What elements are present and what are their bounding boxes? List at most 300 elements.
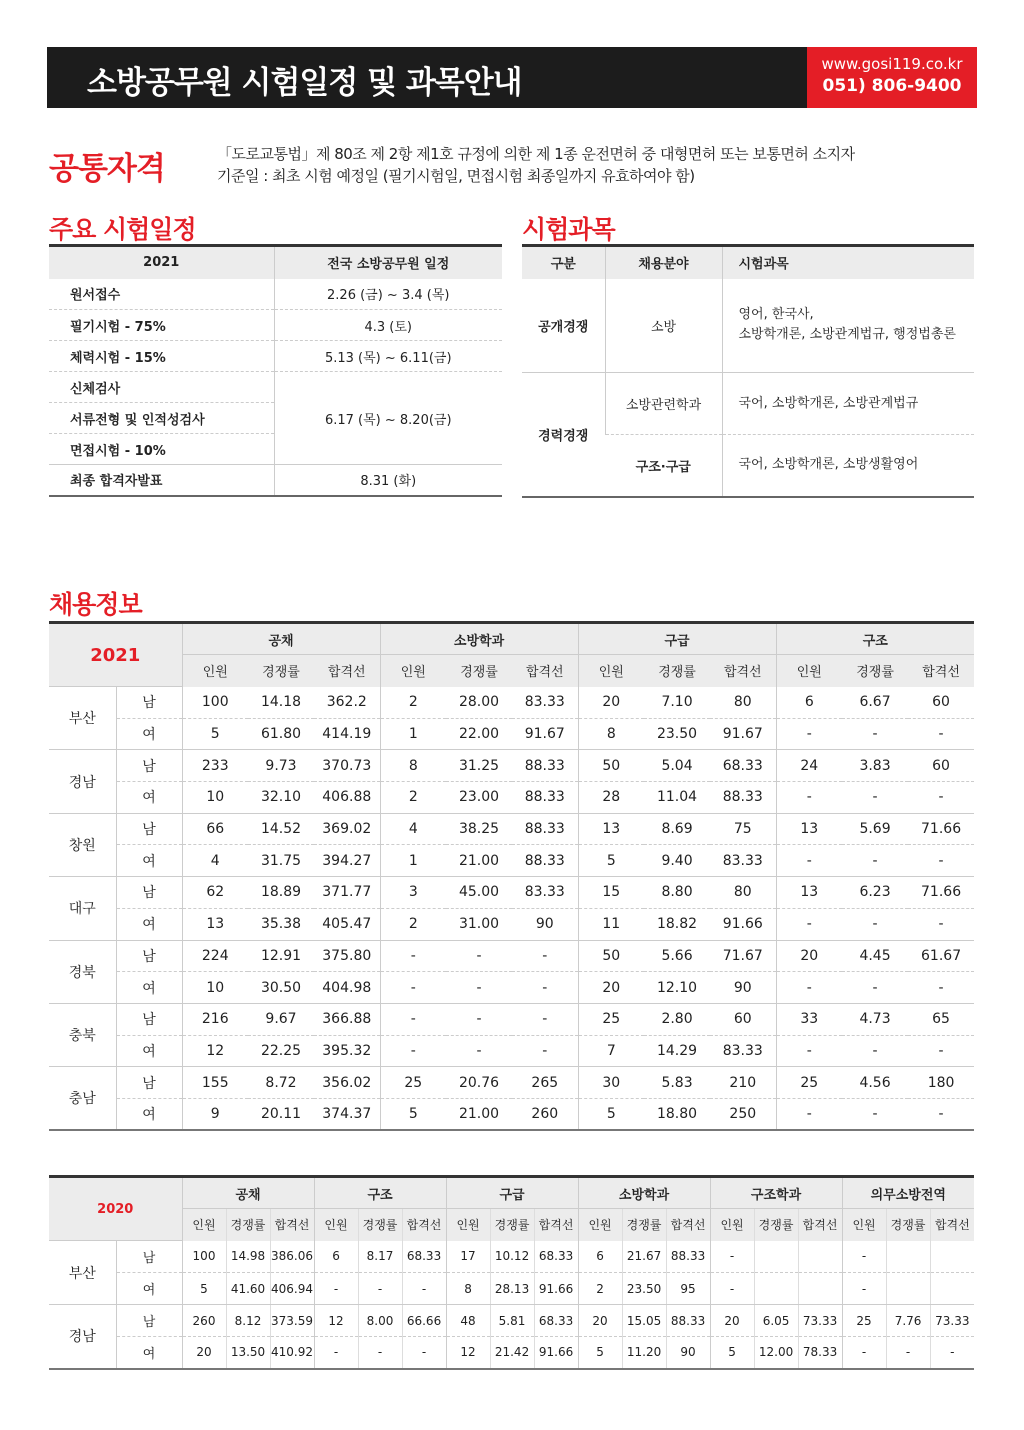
table-cell: 90 <box>666 1337 710 1369</box>
schedule-label: 체력시험 - 15% <box>49 341 274 372</box>
table-cell: 6 <box>776 687 842 719</box>
table-cell: 4.56 <box>842 1067 908 1099</box>
table-cell: 100 <box>182 687 248 719</box>
sex-label: 여 <box>116 1337 182 1369</box>
sub-header: 경쟁률 <box>490 1209 534 1241</box>
table-cell: 88.33 <box>710 782 776 814</box>
table-cell: 5.69 <box>842 813 908 845</box>
group-header: 공채 <box>182 1177 314 1209</box>
table-cell: 5 <box>380 1098 446 1130</box>
subjects-line: 영어, 한국사, <box>738 307 814 323</box>
table-cell: 5 <box>578 845 644 877</box>
table-cell: 68.33 <box>534 1241 578 1273</box>
sub-header: 경쟁률 <box>754 1209 798 1241</box>
table-cell: 48 <box>446 1305 490 1337</box>
table-cell: 5 <box>182 1273 226 1305</box>
table-cell: 5 <box>578 1098 644 1130</box>
subjects-field: 소방 <box>605 279 722 373</box>
phone-number: 051) 806-9400 <box>822 76 962 96</box>
schedule-header-national: 전국 소방공무원 일정 <box>274 246 502 279</box>
table-row <box>49 1035 974 1067</box>
qualification-line-2: 기준일 : 최초 시험 예정일 (필기시험일, 면접시험 최종일까지 유효하여야 함) <box>217 167 695 185</box>
table-cell: 8.12 <box>226 1305 270 1337</box>
table-cell: 13 <box>776 877 842 909</box>
table-cell: 375.80 <box>314 940 380 972</box>
table-cell: 66 <box>182 813 248 845</box>
sub-header: 합격선 <box>666 1209 710 1241</box>
table-cell: 78.33 <box>798 1337 842 1369</box>
table-cell: - <box>380 1003 446 1035</box>
table-cell: 406.94 <box>270 1273 314 1305</box>
table-cell: 11.04 <box>644 782 710 814</box>
table-cell: 414.19 <box>314 718 380 750</box>
table-cell: 31.25 <box>446 750 512 782</box>
table-row <box>49 1067 974 1099</box>
table-cell: - <box>380 972 446 1004</box>
table-cell: 10 <box>182 782 248 814</box>
table-cell: - <box>842 845 908 877</box>
common-qualification-text <box>217 143 855 187</box>
sub-header: 합격선 <box>930 1209 974 1241</box>
table-cell: 71.67 <box>710 940 776 972</box>
table-cell: 22.00 <box>446 718 512 750</box>
table-cell: 410.92 <box>270 1337 314 1369</box>
table-cell: 32.10 <box>248 782 314 814</box>
table-cell: 13 <box>776 813 842 845</box>
table-cell: 224 <box>182 940 248 972</box>
table-cell: 18.89 <box>248 877 314 909</box>
table-row <box>49 1003 974 1035</box>
sub-header: 합격선 <box>402 1209 446 1241</box>
sub-header: 경쟁률 <box>446 655 512 687</box>
table-cell: 30.50 <box>248 972 314 1004</box>
table-cell: - <box>380 940 446 972</box>
table-cell: 5 <box>710 1337 754 1369</box>
table-cell: 13 <box>578 813 644 845</box>
table-cell: 83.33 <box>710 1035 776 1067</box>
table-cell: 65 <box>908 1003 974 1035</box>
table-cell: 68.33 <box>402 1241 446 1273</box>
subjects-category: 공개경쟁 <box>522 279 605 373</box>
table-cell: 91.66 <box>534 1337 578 1369</box>
table-cell: 31.00 <box>446 908 512 940</box>
table-cell: 28.13 <box>490 1273 534 1305</box>
table-cell: 21.42 <box>490 1337 534 1369</box>
table-cell: 10 <box>182 972 248 1004</box>
table-cell: 2 <box>380 687 446 719</box>
table-cell: - <box>842 782 908 814</box>
table-cell: 2 <box>578 1273 622 1305</box>
region-label: 부산 <box>49 1241 116 1305</box>
table-cell: 5 <box>182 718 248 750</box>
table-cell: 2.80 <box>644 1003 710 1035</box>
table-cell: 91.66 <box>534 1273 578 1305</box>
sub-header: 합격선 <box>710 655 776 687</box>
table-cell: 50 <box>578 940 644 972</box>
subjects-header-category: 구분 <box>522 246 605 279</box>
table-cell <box>886 1241 930 1273</box>
table-cell: - <box>908 782 974 814</box>
table-cell: 9 <box>182 1098 248 1130</box>
subjects-row <box>522 373 974 435</box>
table-cell: 21.00 <box>458 1106 500 1123</box>
year-label: 2021 <box>49 623 182 687</box>
region-label: 대구 <box>49 877 116 940</box>
table-cell: 260 <box>531 1106 559 1123</box>
table-cell: 22.25 <box>248 1035 314 1067</box>
table-cell: - <box>776 718 842 750</box>
table-cell: 366.88 <box>314 1003 380 1035</box>
region-label: 부산 <box>49 687 116 750</box>
table-cell: - <box>872 1106 878 1123</box>
table-row <box>49 908 974 940</box>
year-label: 2020 <box>49 1177 182 1241</box>
table-row <box>49 782 974 814</box>
sub-header: 인원 <box>776 655 842 687</box>
table-cell: - <box>842 972 908 1004</box>
table-cell: 21.67 <box>622 1241 666 1273</box>
sex-label: 남 <box>116 1003 182 1035</box>
table-cell: 4.45 <box>842 940 908 972</box>
table-cell: 5.81 <box>490 1305 534 1337</box>
table-cell: - <box>446 1003 512 1035</box>
table-cell: 8.00 <box>358 1305 402 1337</box>
table-cell: 18.82 <box>644 908 710 940</box>
table-cell: - <box>402 1337 446 1369</box>
table-row <box>49 1337 974 1369</box>
table-cell: 35.38 <box>248 908 314 940</box>
table-cell: 6 <box>314 1241 358 1273</box>
schedule-label: 신체검사 <box>49 372 274 403</box>
schedule-row <box>49 465 502 496</box>
table-cell: - <box>446 1035 512 1067</box>
table-cell: 14.98 <box>226 1241 270 1273</box>
table-cell: - <box>512 1003 578 1035</box>
table-cell: 260 <box>182 1305 226 1337</box>
table-cell: 8 <box>446 1273 490 1305</box>
table-cell: - <box>930 1337 974 1369</box>
table-cell: 3 <box>380 877 446 909</box>
table-cell: 25 <box>380 1067 446 1099</box>
table-cell: 265 <box>512 1067 578 1099</box>
table-cell: 88.33 <box>666 1241 710 1273</box>
group-header: 소방학과 <box>578 1177 710 1209</box>
table-cell <box>754 1273 798 1305</box>
table-cell: 12.00 <box>754 1337 798 1369</box>
sex-label: 남 <box>116 877 182 909</box>
schedule-value: 5.13 (목) ~ 6.11(금) <box>274 341 502 372</box>
table-cell: 155 <box>182 1067 248 1099</box>
table-cell: 61.80 <box>248 718 314 750</box>
table-cell: 91.66 <box>710 908 776 940</box>
table-cell: 20 <box>578 1305 622 1337</box>
sex-label: 여 <box>116 908 182 940</box>
table-cell: - <box>446 972 512 1004</box>
table-cell: 394.27 <box>314 845 380 877</box>
sex-label: 남 <box>116 1241 182 1273</box>
table-cell: 9.67 <box>248 1003 314 1035</box>
table-cell: 23.50 <box>622 1273 666 1305</box>
schedule-section-title: 주요 시험일정 <box>49 215 196 244</box>
group-header: 구급 <box>446 1177 578 1209</box>
table-cell: - <box>776 972 842 1004</box>
sub-header: 인원 <box>314 1209 358 1241</box>
table-cell: 14.18 <box>248 687 314 719</box>
table-cell: 12.10 <box>644 972 710 1004</box>
table-cell: 8.69 <box>644 813 710 845</box>
subjects-list: 국어, 소방학개론, 소방관계법규 <box>722 373 974 435</box>
table-cell: - <box>842 908 908 940</box>
table-cell: - <box>358 1273 402 1305</box>
table-cell: 90 <box>512 908 578 940</box>
sex-label: 여 <box>116 782 182 814</box>
subjects-section-title: 시험과목 <box>522 215 615 244</box>
table-cell: 13.50 <box>226 1337 270 1369</box>
schedule-row <box>49 372 502 403</box>
table-cell: 20 <box>710 1305 754 1337</box>
schedule-value: 4.3 (토) <box>274 310 502 341</box>
table-cell: 13 <box>182 908 248 940</box>
subjects-category: 경력경쟁 <box>538 428 589 444</box>
table-cell: 83.33 <box>512 687 578 719</box>
table-cell: 404.98 <box>314 972 380 1004</box>
schedule-row <box>49 310 502 341</box>
table-cell: 5.04 <box>644 750 710 782</box>
table-cell: - <box>938 1106 944 1123</box>
region-label: 충북 <box>49 1003 116 1066</box>
table-row <box>49 845 974 877</box>
table-cell: - <box>908 718 974 750</box>
table-row <box>49 687 974 719</box>
sub-header: 인원 <box>578 1209 622 1241</box>
table-cell: 31.75 <box>248 845 314 877</box>
table-cell: 1 <box>380 718 446 750</box>
table-cell: 6 <box>578 1241 622 1273</box>
table-cell: - <box>842 718 908 750</box>
schedule-value: 8.31 (화) <box>274 465 502 496</box>
table-row <box>49 813 974 845</box>
group-header: 공채 <box>182 623 380 655</box>
qualification-line-1: 「도로교통법」제 80조 제 2항 제1호 규정에 의한 제 1종 운전면허 중 대형면허 또는 보통면허 소지자 <box>217 145 855 163</box>
table-cell: - <box>358 1337 402 1369</box>
table-cell: 233 <box>182 750 248 782</box>
schedule-row <box>49 279 502 310</box>
table-cell: 28 <box>578 782 644 814</box>
table-cell: 11 <box>578 908 644 940</box>
table-cell: 17 <box>446 1241 490 1273</box>
subjects-field: 구조·구급 <box>635 459 691 475</box>
region-label: 창원 <box>49 813 116 876</box>
table-cell: 2 <box>380 782 446 814</box>
table-cell: 30 <box>578 1067 644 1099</box>
table-cell: - <box>776 1035 842 1067</box>
subjects-list: 국어, 소방학개론, 소방생활영어 <box>722 435 974 497</box>
table-cell: 4.73 <box>842 1003 908 1035</box>
table-cell: 356.02 <box>314 1067 380 1099</box>
table-cell: 20 <box>776 940 842 972</box>
table-cell: 100 <box>182 1241 226 1273</box>
table-cell: 88.33 <box>512 845 578 877</box>
table-cell <box>886 1273 930 1305</box>
table-row <box>49 940 974 972</box>
table-cell <box>798 1241 842 1273</box>
group-header: 구급 <box>578 623 776 655</box>
table-cell: 6.67 <box>842 687 908 719</box>
schedule-header-year: 2021 <box>49 246 274 279</box>
table-cell: 369.02 <box>314 813 380 845</box>
table-cell: 8.72 <box>248 1067 314 1099</box>
group-header: 구조 <box>776 623 974 655</box>
table-cell: 80 <box>710 877 776 909</box>
table-cell: 20 <box>578 687 644 719</box>
schedule-label: 최종 합격자발표 <box>49 465 274 496</box>
subjects-field: 소방관련학과 <box>605 373 722 435</box>
sub-header: 인원 <box>446 1209 490 1241</box>
sub-header: 인원 <box>182 1209 226 1241</box>
schedule-label: 원서접수 <box>49 279 274 310</box>
table-cell: - <box>380 1035 446 1067</box>
table-cell: 12.91 <box>248 940 314 972</box>
table-cell: 25 <box>578 1003 644 1035</box>
sub-header: 합격선 <box>908 655 974 687</box>
table-cell: 3.83 <box>842 750 908 782</box>
table-cell: 23.50 <box>644 718 710 750</box>
sub-header: 경쟁률 <box>842 655 908 687</box>
table-cell: - <box>776 908 842 940</box>
recruit-table-2020 <box>49 1175 974 1370</box>
table-cell: 18.80 <box>656 1106 698 1123</box>
common-qualification-title: 공통자격 <box>49 151 165 187</box>
schedule-value: 6.17 (목) ~ 8.20(금) <box>324 412 452 428</box>
header-banner <box>47 47 977 108</box>
table-cell: 8.17 <box>358 1241 402 1273</box>
table-cell: 210 <box>710 1067 776 1099</box>
region-label: 충남 <box>49 1067 116 1130</box>
table-cell: 362.2 <box>314 687 380 719</box>
region-label: 경남 <box>49 1305 116 1369</box>
table-cell: 405.47 <box>314 908 380 940</box>
table-cell: 83.33 <box>710 845 776 877</box>
table-cell: 6.23 <box>842 877 908 909</box>
table-cell: 9.73 <box>248 750 314 782</box>
table-cell: 24 <box>776 750 842 782</box>
table-cell: 20 <box>182 1337 226 1369</box>
table-cell: 406.88 <box>314 782 380 814</box>
sub-header: 인원 <box>578 655 644 687</box>
table-cell: 45.00 <box>446 877 512 909</box>
sub-header: 인원 <box>710 1209 754 1241</box>
table-cell: 80 <box>710 687 776 719</box>
table-cell: 15 <box>578 877 644 909</box>
table-cell: 60 <box>908 687 974 719</box>
table-cell: - <box>842 1273 886 1305</box>
table-cell: 50 <box>578 750 644 782</box>
table-cell: - <box>886 1337 930 1369</box>
table-cell: 4 <box>380 813 446 845</box>
table-cell: 216 <box>182 1003 248 1035</box>
table-cell <box>930 1241 974 1273</box>
sub-header: 인원 <box>182 655 248 687</box>
table-cell: 8.80 <box>644 877 710 909</box>
sex-label: 남 <box>116 1067 182 1099</box>
table-row <box>49 877 974 909</box>
table-cell: 62 <box>182 877 248 909</box>
subjects-table <box>522 244 974 498</box>
table-cell: 373.59 <box>270 1305 314 1337</box>
table-cell: 25 <box>776 1067 842 1099</box>
sex-label: 여 <box>116 1035 182 1067</box>
table-cell: 14.52 <box>248 813 314 845</box>
table-cell: 68.33 <box>534 1305 578 1337</box>
table-cell: 61.67 <box>908 940 974 972</box>
table-cell: 1 <box>380 845 446 877</box>
website-url[interactable]: www.gosi119.co.kr <box>821 55 963 73</box>
table-cell: 12 <box>314 1305 358 1337</box>
table-cell: 38.25 <box>446 813 512 845</box>
table-cell: 73.33 <box>930 1305 974 1337</box>
table-cell: 370.73 <box>314 750 380 782</box>
table-cell: 180 <box>908 1067 974 1099</box>
subjects-header-subjects: 시험과목 <box>722 246 974 279</box>
table-row <box>49 1098 974 1130</box>
table-cell: 7.10 <box>644 687 710 719</box>
table-cell: 25 <box>842 1305 886 1337</box>
table-cell: 14.29 <box>644 1035 710 1067</box>
sex-label: 여 <box>116 845 182 877</box>
table-row <box>49 1305 974 1337</box>
table-cell: 71.66 <box>908 877 974 909</box>
sub-header: 경쟁률 <box>886 1209 930 1241</box>
table-cell <box>930 1273 974 1305</box>
sex-label: 남 <box>116 687 182 719</box>
table-row <box>49 972 974 1004</box>
sub-header: 인원 <box>380 655 446 687</box>
table-cell: 15.05 <box>622 1305 666 1337</box>
table-cell: 5.66 <box>644 940 710 972</box>
sub-header: 합격선 <box>534 1209 578 1241</box>
table-cell: 88.33 <box>512 813 578 845</box>
table-cell: - <box>842 1241 886 1273</box>
sex-label: 남 <box>116 750 182 782</box>
sub-header: 경쟁률 <box>622 1209 666 1241</box>
group-header: 의무소방전역 <box>842 1177 974 1209</box>
sub-header: 합격선 <box>270 1209 314 1241</box>
schedule-table <box>49 244 502 497</box>
table-cell: - <box>908 908 974 940</box>
sex-label: 남 <box>116 1305 182 1337</box>
table-cell: - <box>776 782 842 814</box>
table-cell: 4 <box>182 845 248 877</box>
table-cell: 2 <box>380 908 446 940</box>
sub-header: 인원 <box>842 1209 886 1241</box>
table-cell: 374.37 <box>322 1106 372 1123</box>
table-cell: 8 <box>578 718 644 750</box>
group-header: 소방학과 <box>380 623 578 655</box>
table-cell: 88.33 <box>512 750 578 782</box>
recruit-table-2021 <box>49 621 974 1131</box>
table-cell: 5 <box>578 1337 622 1369</box>
table-cell: - <box>512 1035 578 1067</box>
table-cell: 5.83 <box>644 1067 710 1099</box>
table-cell: 386.06 <box>270 1241 314 1273</box>
table-cell: 12 <box>182 1035 248 1067</box>
page-title: 소방공무원 시험일정 및 과목안내 <box>87 65 522 101</box>
region-label: 경북 <box>49 940 116 1003</box>
sub-header: 합격선 <box>512 655 578 687</box>
subjects-row <box>522 279 974 373</box>
table-cell: 20.76 <box>446 1067 512 1099</box>
table-cell: 9.40 <box>644 845 710 877</box>
